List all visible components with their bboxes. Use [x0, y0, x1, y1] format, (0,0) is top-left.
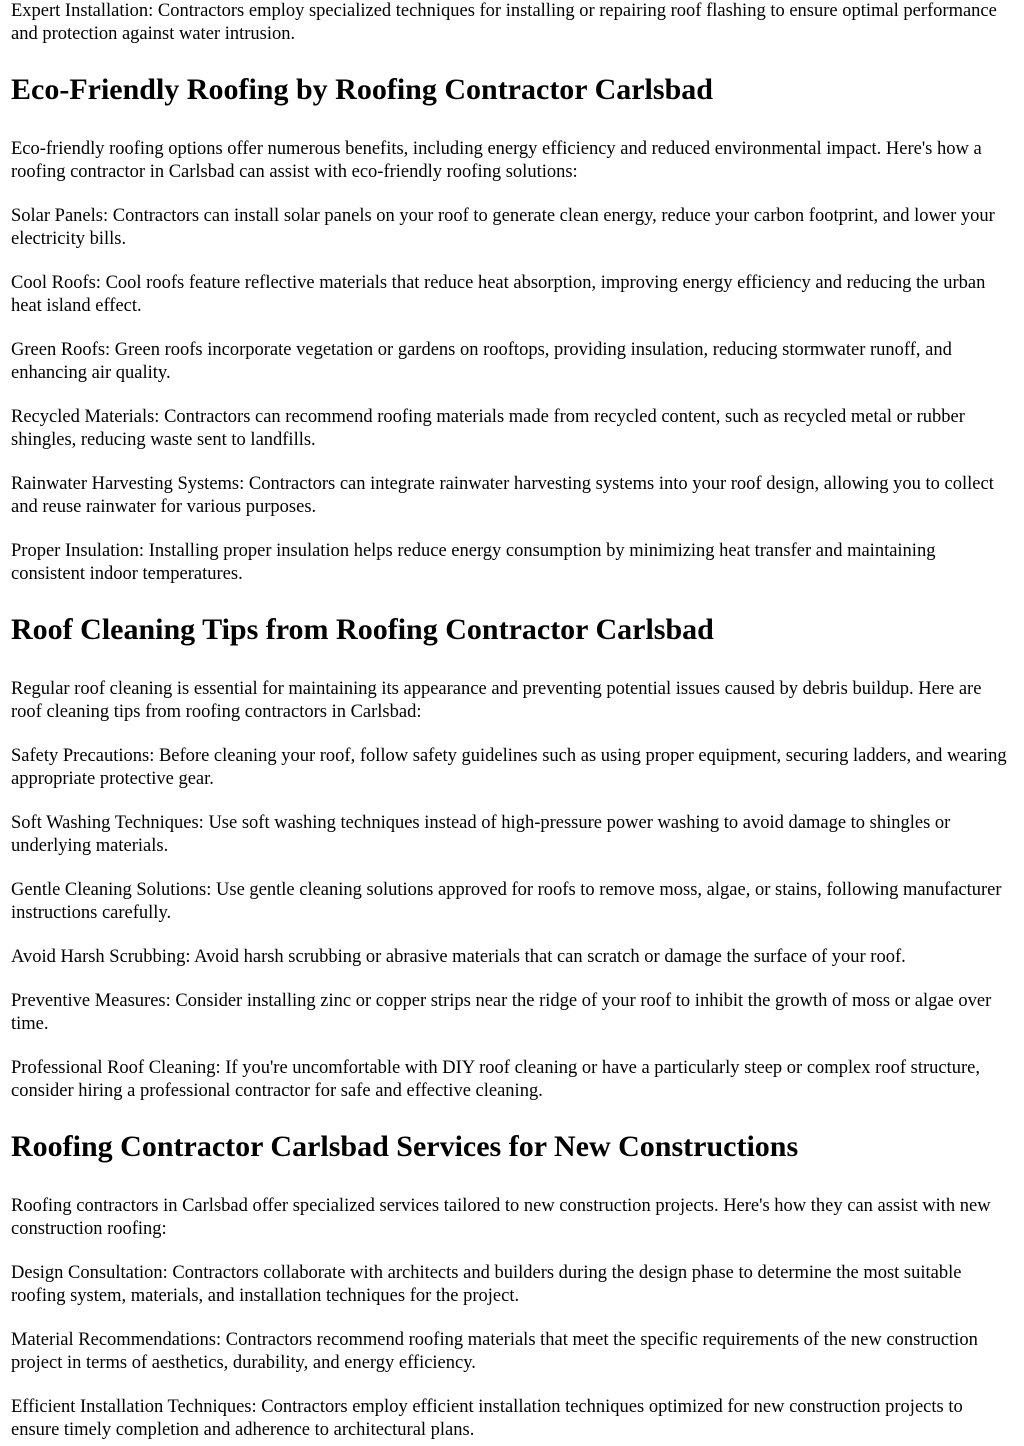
- paragraph-professional-cleaning: Professional Roof Cleaning: If you're uncomfortable with DIY roof cleaning or have a particularly steep or complex roof structure, consider hiring a professional contractor for safe and effective cleaning.: [11, 1058, 980, 1101]
- paragraph-preventive-measures: Preventive Measures: Consider installing zinc or copper strips near the ridge of your roof to inhibit the growth of moss or algae over time.: [11, 991, 992, 1034]
- paragraph-eco-intro: Eco-friendly roofing options offer numerous benefits, including energy efficiency and reduced environmental impact. Here's how a roofing contractor in Carlsbad can assist with eco-friendly roofing solutions:: [11, 139, 982, 182]
- paragraph-green-roofs: Green Roofs: Green roofs incorporate vegetation or gardens on rooftops, providing insulation, reducing stormwater runoff, and enhancing air quality.: [11, 340, 952, 383]
- paragraph-design-consultation: Design Consultation: Contractors collaborate with architects and builders during the design phase to determine the most suitable roofing system, materials, and installation techniques for the project.: [11, 1263, 962, 1306]
- paragraph-gentle-cleaning: Gentle Cleaning Solutions: Use gentle cleaning solutions approved for roofs to remove moss, algae, or stains, following manufacturer instructions carefully.: [11, 880, 1002, 923]
- paragraph-material-recommendations: Material Recommendations: Contractors recommend roofing materials that meet the specific requirements of the new construction project in terms of aesthetics, durability, and energy efficiency.: [11, 1330, 978, 1373]
- paragraph-expert-installation: Expert Installation: Contractors employ specialized techniques for installing or repairing roof flashing to ensure optimal performance and protection against water intrusion.: [11, 1, 997, 44]
- paragraph-cleaning-intro: Regular roof cleaning is essential for maintaining its appearance and preventing potential issues caused by debris buildup. Here are roof cleaning tips from roofing contractors in Carlsbad:: [11, 679, 982, 722]
- paragraph-cool-roofs: Cool Roofs: Cool roofs feature reflective materials that reduce heat absorption, improving energy efficiency and reducing the urban heat island effect.: [11, 273, 986, 316]
- paragraph-soft-washing: Soft Washing Techniques: Use soft washing techniques instead of high-pressure power washing to avoid damage to shingles or underlying materials.: [11, 813, 951, 856]
- paragraph-avoid-harsh-scrubbing: Avoid Harsh Scrubbing: Avoid harsh scrubbing or abrasive materials that can scratch or damage the surface of your roof.: [11, 947, 906, 967]
- paragraph-new-construction-intro: Roofing contractors in Carlsbad offer specialized services tailored to new construction projects. Here's how they can assist with new construction roofing:: [11, 1196, 991, 1239]
- paragraph-proper-insulation: Proper Insulation: Installing proper insulation helps reduce energy consumption by minimizing heat transfer and maintaining consistent indoor temperatures.: [11, 541, 936, 584]
- heading-new-constructions: Roofing Contractor Carlsbad Services for New Constructions: [11, 1130, 799, 1163]
- heading-roof-cleaning-tips: Roof Cleaning Tips from Roofing Contractor Carlsbad: [11, 613, 714, 646]
- paragraph-solar-panels: Solar Panels: Contractors can install solar panels on your roof to generate clean energy, reduce your carbon footprint, and lower your electricity bills.: [11, 206, 995, 249]
- heading-eco-friendly-roofing: Eco-Friendly Roofing by Roofing Contractor Carlsbad: [11, 73, 713, 106]
- paragraph-rainwater-harvesting: Rainwater Harvesting Systems: Contractors can integrate rainwater harvesting systems into your roof design, allowing you to collect and reuse rainwater for various purposes.: [11, 474, 994, 517]
- paragraph-recycled-materials: Recycled Materials: Contractors can recommend roofing materials made from recycled content, such as recycled metal or rubber shingles, reducing waste sent to landfills.: [11, 407, 965, 450]
- paragraph-efficient-installation: Efficient Installation Techniques: Contractors employ efficient installation techniques optimized for new construction projects to ensure timely completion and adherence to architectural plans.: [11, 1397, 963, 1440]
- paragraph-safety-precautions: Safety Precautions: Before cleaning your roof, follow safety guidelines such as using proper equipment, securing ladders, and wearing appropriate protective gear.: [11, 746, 1007, 789]
